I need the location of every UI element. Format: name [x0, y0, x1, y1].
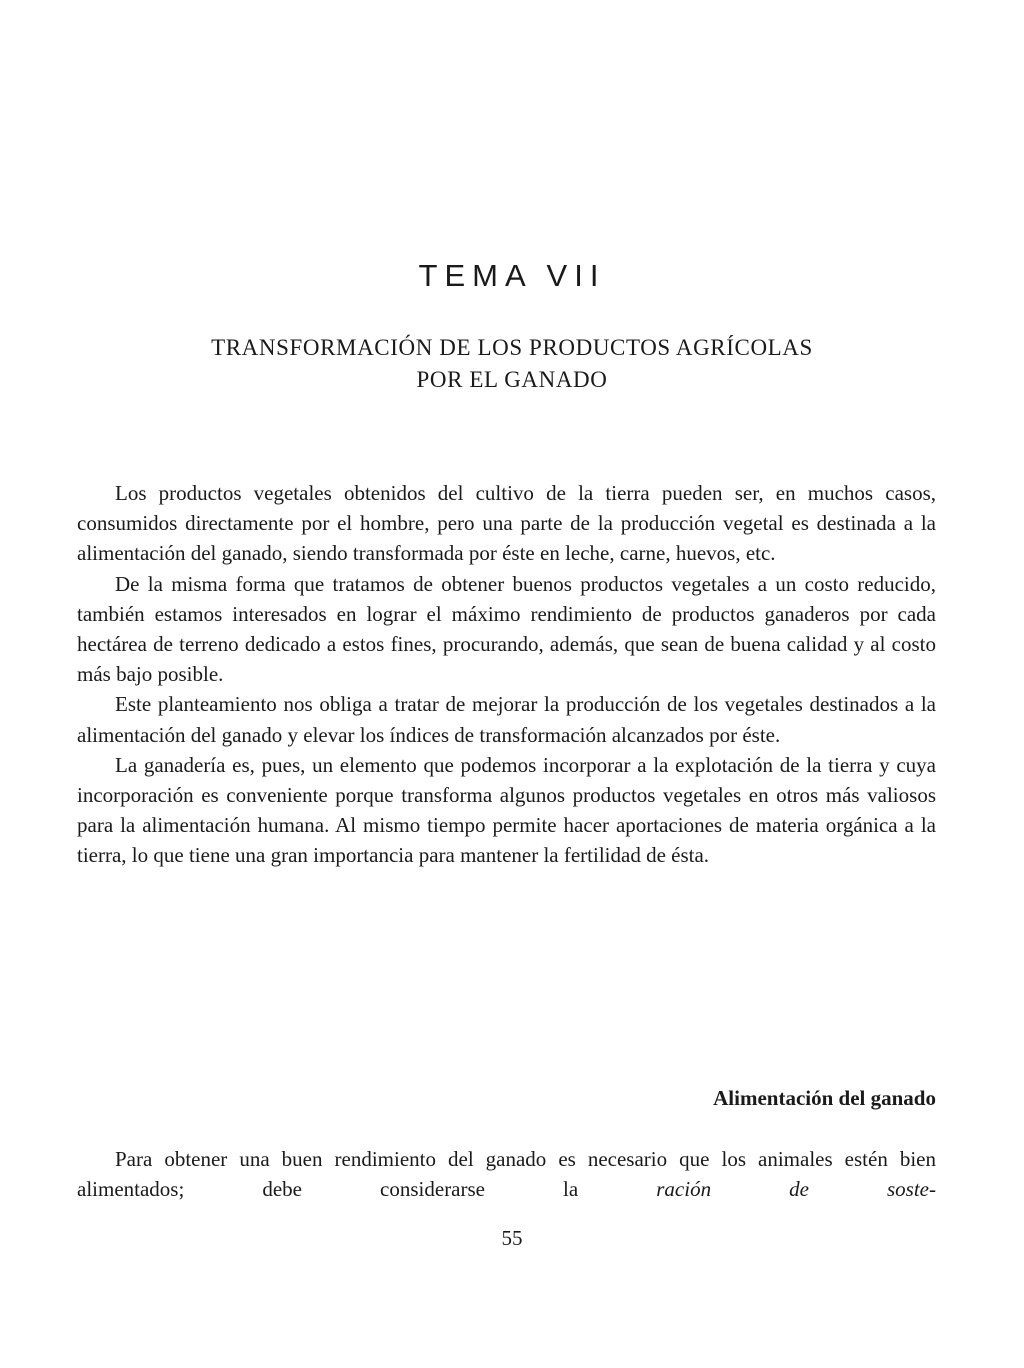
section-text: [77, 1144, 936, 1204]
page-number: 55: [501, 1226, 523, 1250]
section-heading: Alimentación del ganado: [713, 1086, 936, 1110]
paragraph-4: La ganadería es, pues, un elemento que podemos incorporar a la explotación de la tierra y cuya incorporación es conveniente porque transforma algunos productos vegetales en otros más valiosos para la alimentación humana. Al mismo tiempo permite hacer aportaciones de materia orgánica a la tierra, lo que tiene una gran importancia para mantener la fertilidad de ésta.: [77, 752, 936, 868]
section-paragraph: [77, 1144, 936, 1204]
chapter-title-line-1: TRANSFORMACIÓN DE LOS PRODUCTOS AGRÍCOLAS: [211, 335, 813, 360]
section-paragraph-italic: ración de soste-: [656, 1177, 936, 1202]
paragraph-2: De la misma forma que tratamos de obtener buenos productos vegetales a un costo reducido, también estamos interesados en lograr el máximo rendimiento de productos ganaderos por cada hectárea de terreno dedicado a estos fines, procurando, además, que sean de buena calidad y al costo más bajo posible.: [77, 571, 936, 687]
chapter-label: TEMA VII: [418, 258, 606, 293]
paragraph-1: Los productos vegetales obtenidos del cultivo de la tierra pueden ser, en muchos casos, consumidos directamente por el hombre, pero una parte de la producción vegetal es destinada a la alimentación del ganado, siendo transformada por éste en leche, carne, huevos, etc.: [77, 481, 936, 566]
paragraph-3: Este planteamiento nos obliga a tratar de mejorar la producción de los vegetales destinados a la alimentación del ganado y elevar los índices de transformación alcanzados por éste.: [77, 692, 936, 747]
intro-text: [77, 478, 936, 871]
section-paragraph-text: Para obtener una buen rendimiento del ganado es necesario que los animales estén bien alimentados; debe considerarse la: [77, 1147, 936, 1202]
chapter-title: [0, 332, 1024, 396]
chapter-title-line-2: POR EL GANADO: [416, 367, 608, 392]
